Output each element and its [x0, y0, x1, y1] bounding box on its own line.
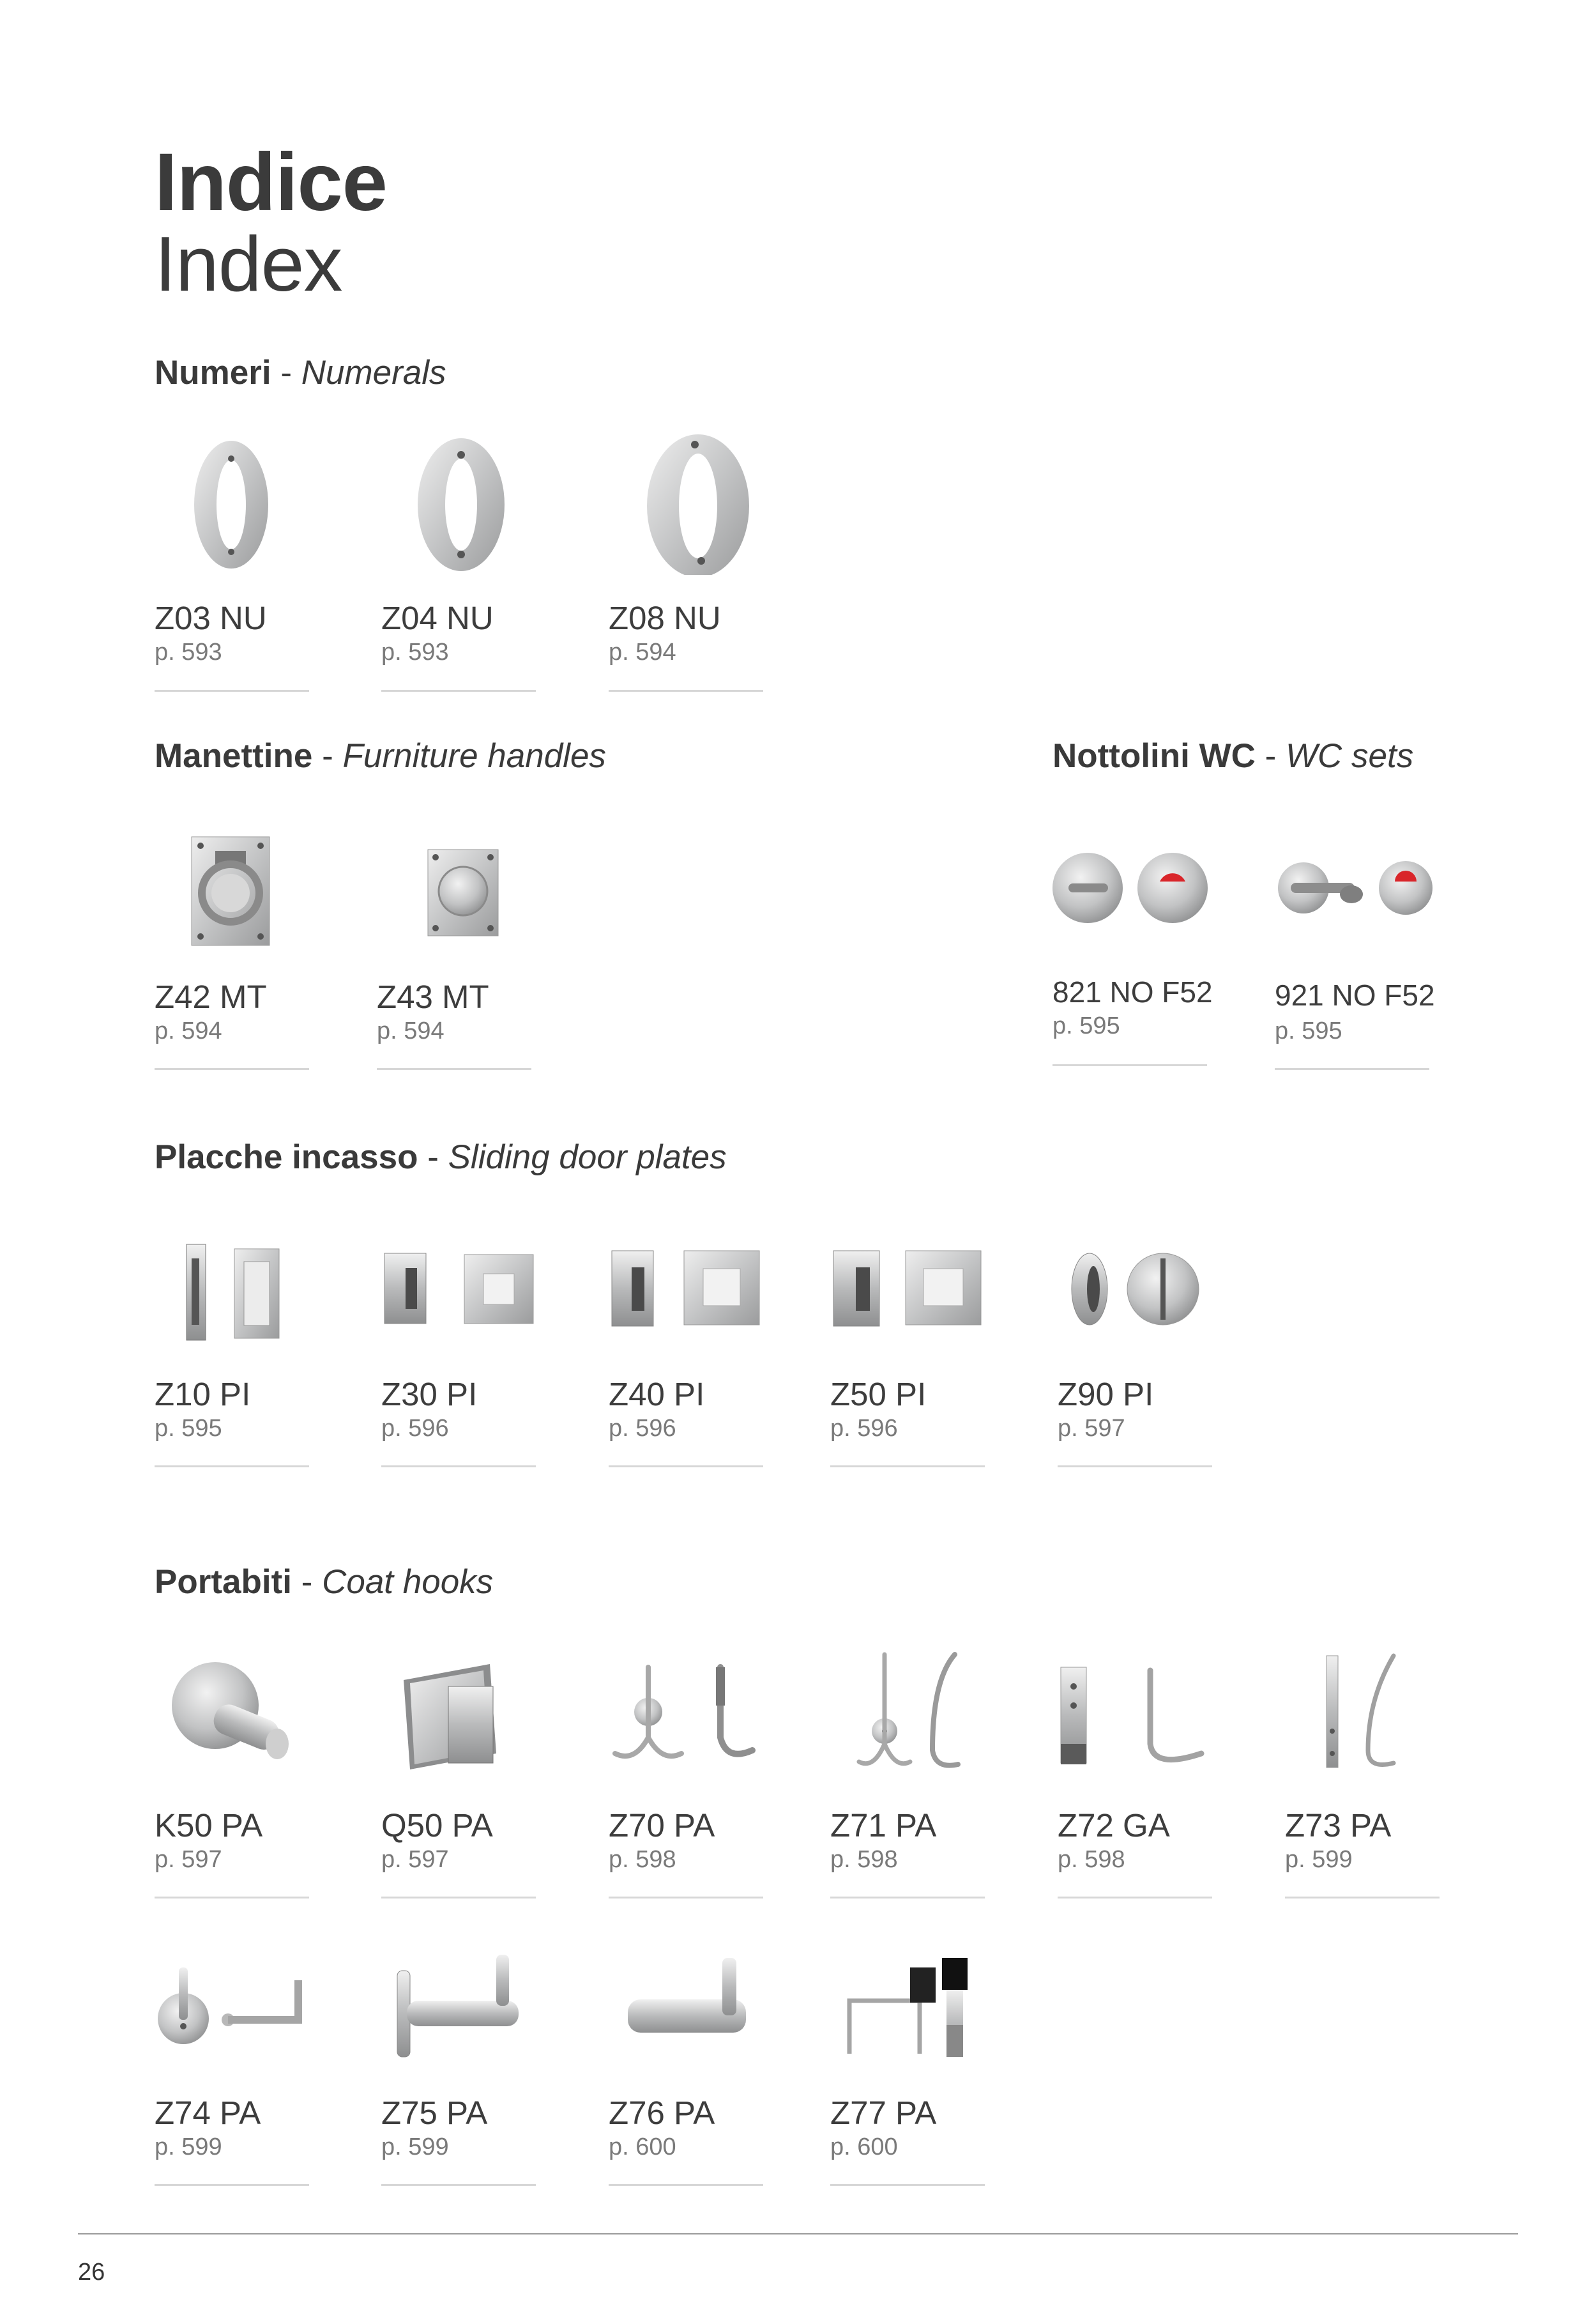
item-divider [609, 690, 763, 692]
list-item[interactable] [1058, 1642, 1212, 1873]
product-code: Z70 PA [609, 1807, 715, 1844]
page-reference[interactable]: p. 598 [1058, 1846, 1125, 1873]
numeral-zero-image [155, 428, 309, 575]
page-number: 26 [78, 2259, 105, 2286]
page-reference[interactable]: p. 597 [1058, 1415, 1125, 1442]
item-divider [155, 690, 309, 692]
page-title: Indice [155, 137, 387, 228]
coat-hook-image [1285, 1642, 1440, 1789]
item-divider [155, 1897, 309, 1898]
item-divider [155, 2184, 309, 2186]
product-code: K50 PA [155, 1807, 263, 1844]
item-divider [155, 1068, 309, 1070]
wc-set-image [1053, 818, 1207, 965]
product-code: Z50 PI [830, 1376, 927, 1412]
item-divider [830, 2184, 985, 2186]
page-reference[interactable]: p. 594 [155, 1018, 222, 1044]
page-reference[interactable]: p. 594 [609, 639, 676, 666]
page-reference[interactable]: p. 598 [830, 1846, 898, 1873]
page-reference[interactable]: p. 594 [377, 1018, 445, 1044]
product-code: Z77 PA [830, 2095, 937, 2131]
page-reference[interactable]: p. 593 [155, 639, 222, 666]
product-code: Z43 MT [377, 979, 489, 1015]
item-divider [381, 2184, 536, 2186]
product-code: Z42 MT [155, 979, 267, 1015]
item-divider [1053, 1064, 1207, 1066]
wc-set-image [1275, 818, 1429, 965]
item-divider [381, 690, 536, 692]
item-divider [381, 1897, 536, 1898]
list-item[interactable] [1053, 818, 1213, 1039]
section-title-handles: Manettine - Furniture handles [155, 737, 606, 775]
page-reference[interactable]: p. 596 [830, 1415, 898, 1442]
sliding-plate-image [1058, 1214, 1212, 1361]
product-code: Z10 PI [155, 1376, 251, 1412]
coat-hook-image [1058, 1642, 1212, 1789]
product-code: Q50 PA [381, 1807, 493, 1844]
page-reference[interactable]: p. 595 [155, 1415, 222, 1442]
list-item[interactable] [1058, 1214, 1212, 1442]
list-item[interactable] [830, 1929, 985, 2160]
product-code: Z40 PI [609, 1376, 705, 1412]
list-item[interactable] [377, 818, 531, 1044]
coat-hook-image [381, 1929, 536, 2076]
coat-hook-image [155, 1642, 309, 1789]
item-divider [381, 1465, 536, 1467]
list-item[interactable] [381, 1214, 536, 1442]
coat-hook-image [381, 1642, 536, 1789]
list-item[interactable] [609, 1214, 763, 1442]
item-divider [830, 1897, 985, 1898]
list-item[interactable] [381, 428, 536, 666]
product-code: Z71 PA [830, 1807, 937, 1844]
list-item[interactable] [609, 1929, 763, 2160]
page-reference[interactable]: p. 598 [609, 1846, 676, 1873]
sliding-plate-image [609, 1214, 763, 1361]
list-item[interactable] [609, 428, 763, 666]
product-code: Z73 PA [1285, 1807, 1392, 1844]
list-item[interactable] [155, 818, 309, 1044]
sliding-plate-image [155, 1214, 309, 1361]
item-divider [1058, 1897, 1212, 1898]
product-code: Z74 PA [155, 2095, 261, 2131]
page-reference[interactable]: p. 599 [1285, 1846, 1353, 1873]
list-item[interactable] [381, 1929, 536, 2160]
coat-hook-image [830, 1642, 985, 1789]
product-code: 921 NO F52 [1275, 979, 1435, 1012]
product-code: Z30 PI [381, 1376, 478, 1412]
flush-ring-handle-image [155, 818, 309, 965]
coat-hook-image [155, 1929, 309, 2076]
product-code: Z90 PI [1058, 1376, 1154, 1412]
coat-hook-image [609, 1642, 763, 1789]
page-reference[interactable]: p. 597 [155, 1846, 222, 1873]
flush-cup-handle-image [377, 818, 531, 965]
section-title-plates: Placche incasso - Sliding door plates [155, 1138, 727, 1176]
item-divider [377, 1068, 531, 1070]
page-reference[interactable]: p. 593 [381, 639, 449, 666]
sliding-plate-image [381, 1214, 536, 1361]
list-item[interactable] [1275, 818, 1435, 1044]
section-title-hooks: Portabiti - Coat hooks [155, 1563, 494, 1601]
page-reference[interactable]: p. 596 [609, 1415, 676, 1442]
page-reference[interactable]: p. 595 [1275, 1018, 1342, 1044]
numeral-zero-image [609, 428, 763, 575]
page-reference[interactable]: p. 596 [381, 1415, 449, 1442]
item-divider [1285, 1897, 1440, 1898]
item-divider [609, 2184, 763, 2186]
list-item[interactable] [1285, 1642, 1440, 1873]
page-reference[interactable]: p. 600 [830, 2134, 898, 2160]
page-reference[interactable]: p. 599 [155, 2134, 222, 2160]
item-divider [1275, 1068, 1429, 1070]
coat-hook-image [609, 1929, 763, 2076]
product-code: 821 NO F52 [1053, 975, 1213, 1009]
coat-hook-image [830, 1929, 985, 2076]
page-subtitle: Index [155, 220, 342, 307]
section-title-numerals: Numeri - Numerals [155, 354, 446, 392]
list-item[interactable] [830, 1214, 985, 1442]
list-item[interactable] [155, 1642, 309, 1873]
list-item[interactable] [830, 1642, 985, 1873]
item-divider [609, 1465, 763, 1467]
footer-divider [78, 2233, 1518, 2234]
page-reference[interactable]: p. 600 [609, 2134, 676, 2160]
product-code: Z76 PA [609, 2095, 715, 2131]
numeral-zero-image [381, 428, 536, 575]
product-code: Z75 PA [381, 2095, 488, 2131]
list-item[interactable] [155, 1929, 309, 2160]
item-divider [155, 1465, 309, 1467]
list-item[interactable] [381, 1642, 536, 1873]
page-reference[interactable]: p. 599 [381, 2134, 449, 2160]
sliding-plate-image [830, 1214, 985, 1361]
item-divider [1058, 1465, 1212, 1467]
page-reference[interactable]: p. 597 [381, 1846, 449, 1873]
item-divider [609, 1897, 763, 1898]
list-item[interactable] [155, 1214, 309, 1442]
list-item[interactable] [609, 1642, 763, 1873]
product-code: Z08 NU [609, 600, 721, 636]
section-title-wc: Nottolini WC - WC sets [1053, 737, 1414, 775]
product-code: Z72 GA [1058, 1807, 1170, 1844]
product-code: Z03 NU [155, 600, 267, 636]
item-divider [830, 1465, 985, 1467]
product-code: Z04 NU [381, 600, 494, 636]
page-reference[interactable]: p. 595 [1053, 1012, 1120, 1039]
list-item[interactable] [155, 428, 309, 666]
